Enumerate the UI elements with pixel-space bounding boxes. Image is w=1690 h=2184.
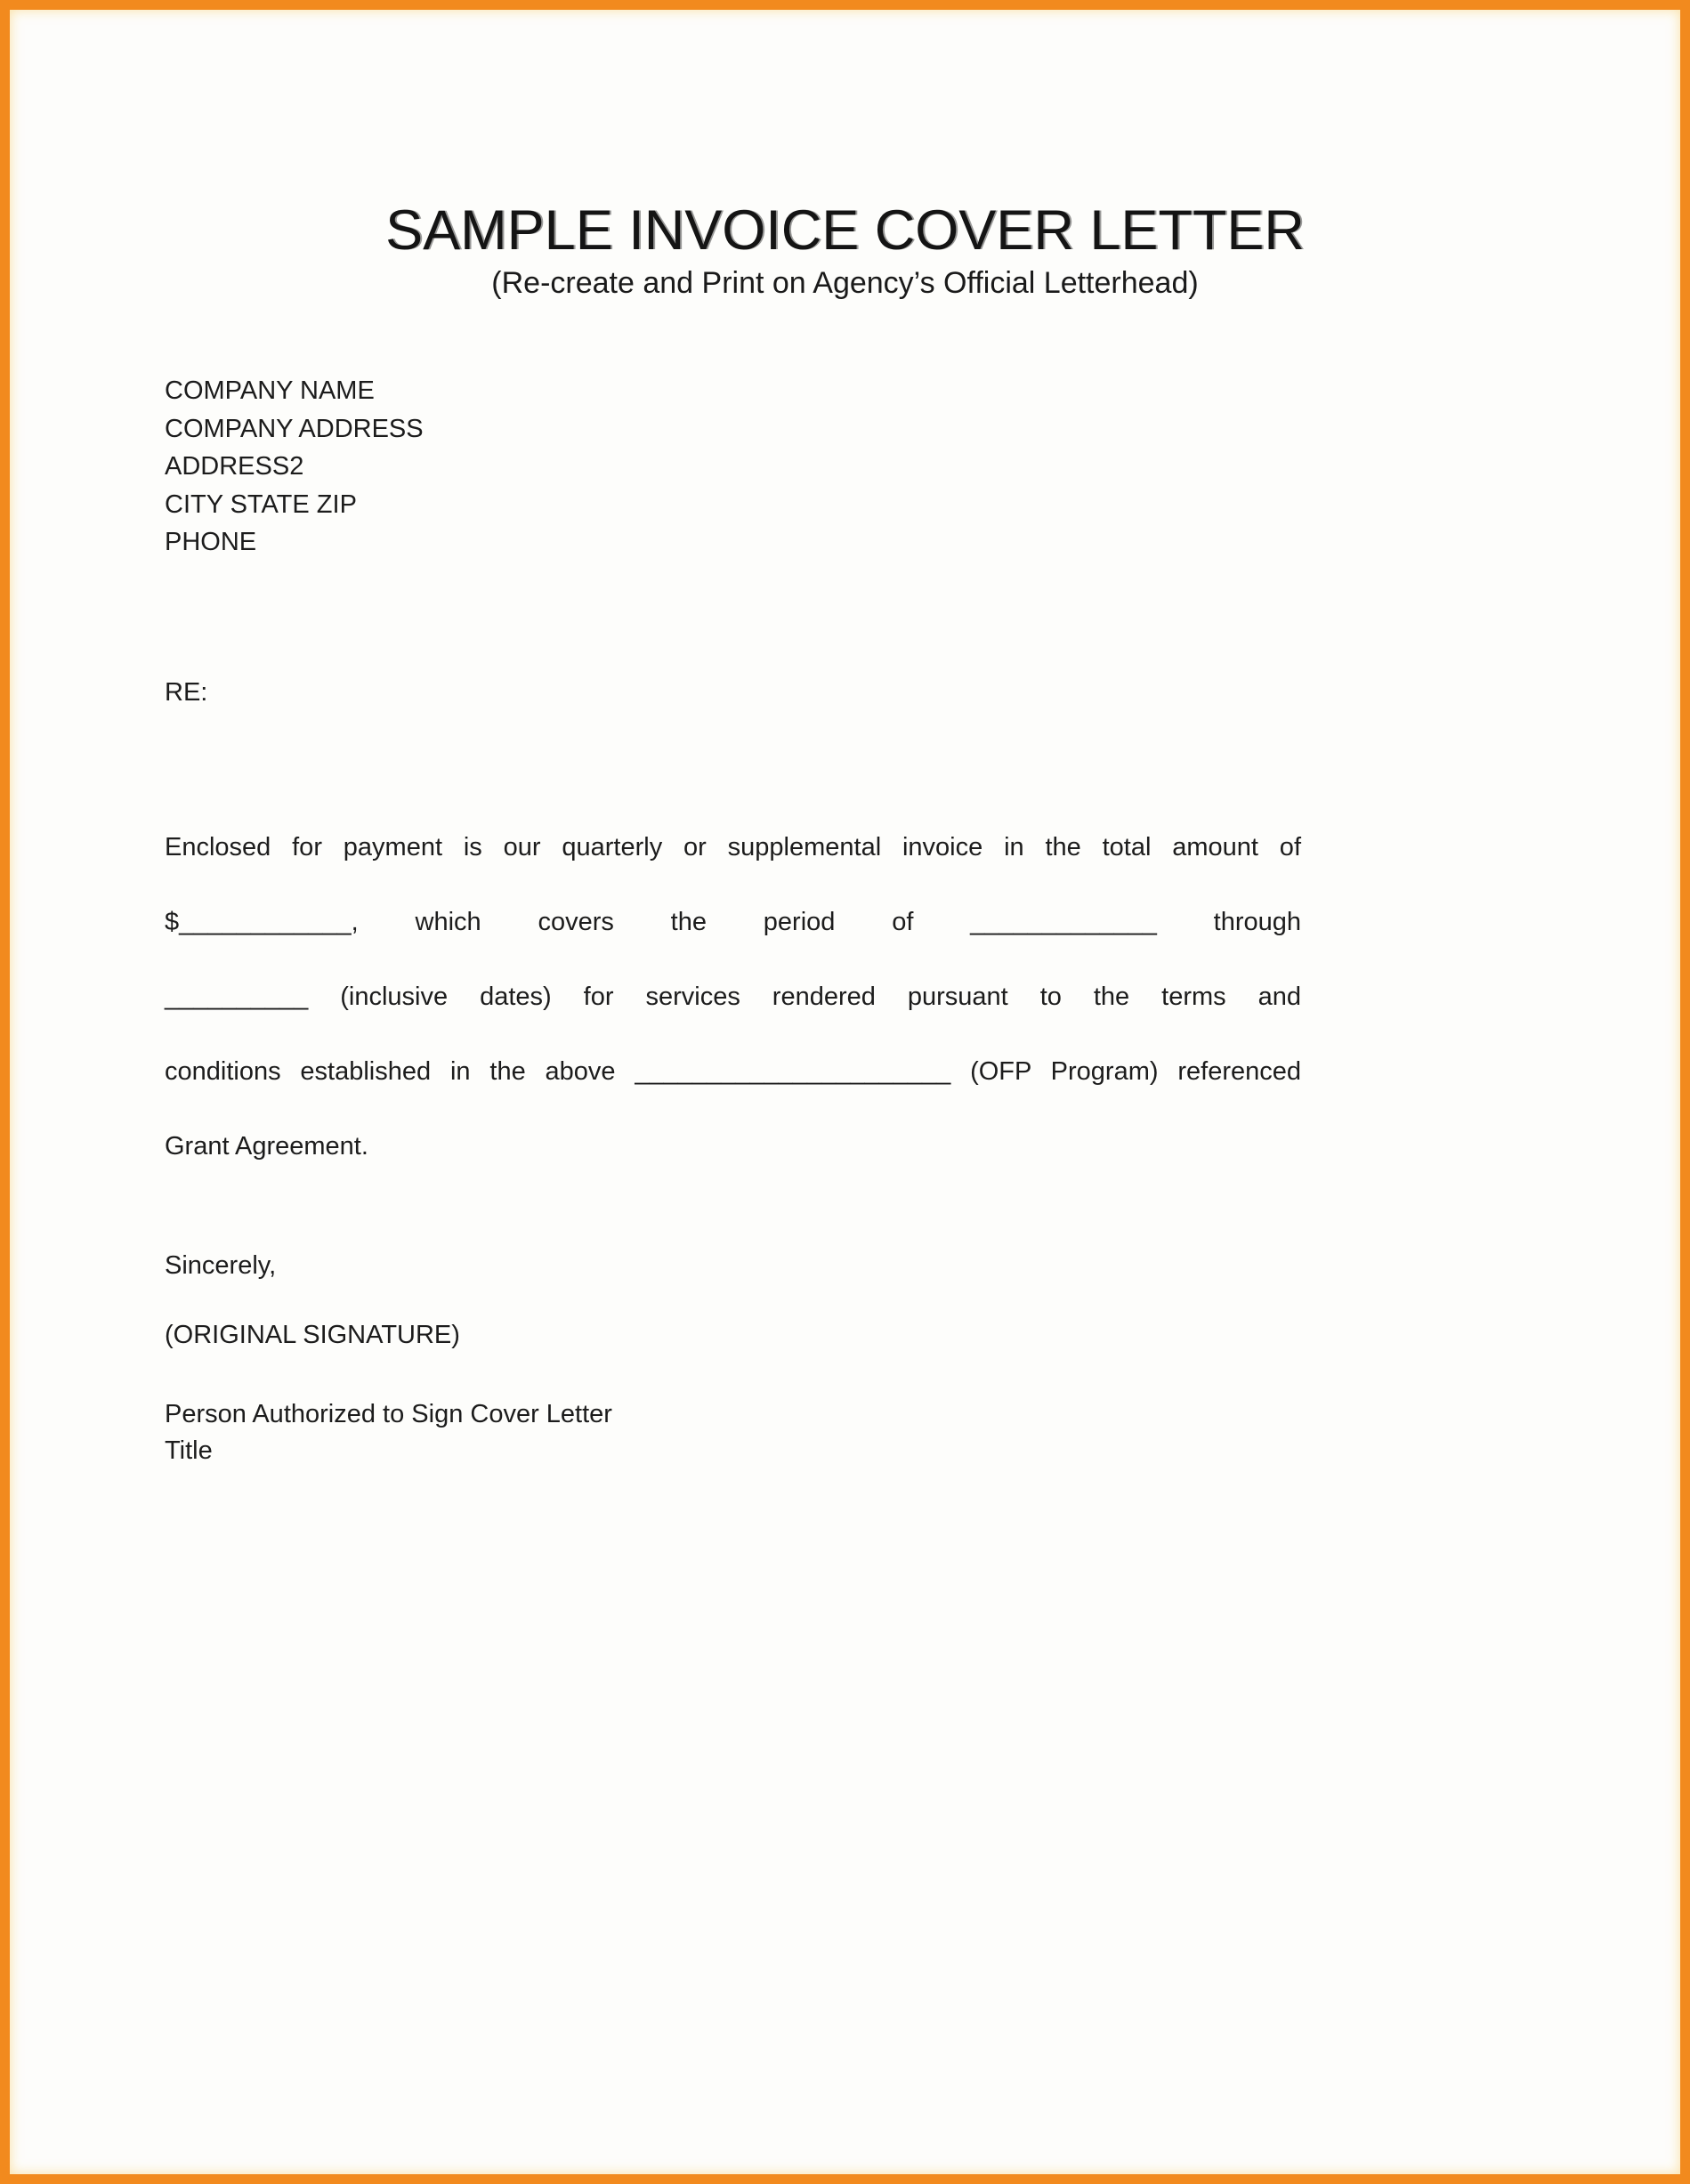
body-line-last: Grant Agreement.: [165, 1132, 368, 1161]
body-paragraph: [165, 810, 1301, 1184]
company-city-state-zip-line: CITY STATE ZIP: [165, 489, 357, 519]
body-line-dates-blank: __________ (inclusive dates) for services rendered pursuant to the terms and: [165, 983, 1301, 1011]
body-line-amount-blank: $____________, which covers the period of _____________ through: [165, 908, 1301, 936]
body-line: Enclosed for payment is our quarterly or supplemental invoice in the total amount of: [165, 833, 1301, 861]
signer-block: [165, 1396, 612, 1469]
page-title: SAMPLE INVOICE COVER LETTER: [385, 199, 1305, 262]
company-name-line: COMPANY NAME: [165, 376, 375, 405]
signer-name-line: Person Authorized to Sign Cover Letter: [165, 1400, 612, 1428]
company-phone-line: PHONE: [165, 528, 257, 556]
closing-salutation: Sincerely,: [165, 1251, 277, 1280]
original-signature-placeholder: (ORIGINAL SIGNATURE): [165, 1321, 460, 1349]
company-address2-line: ADDRESS2: [165, 452, 304, 481]
letter-header: [10, 199, 1680, 301]
signer-title-line: Title: [165, 1436, 213, 1465]
re-subject-label: RE:: [165, 678, 208, 707]
company-letterhead-block: [165, 372, 424, 562]
company-address-line: COMPANY ADDRESS: [165, 414, 424, 443]
page-subtitle: (Re-create and Print on Agency’s Official Letterhead): [491, 266, 1199, 300]
body-line-program-blank: conditions established in the above ______________________ (OFP Program) referenced: [165, 1057, 1301, 1086]
